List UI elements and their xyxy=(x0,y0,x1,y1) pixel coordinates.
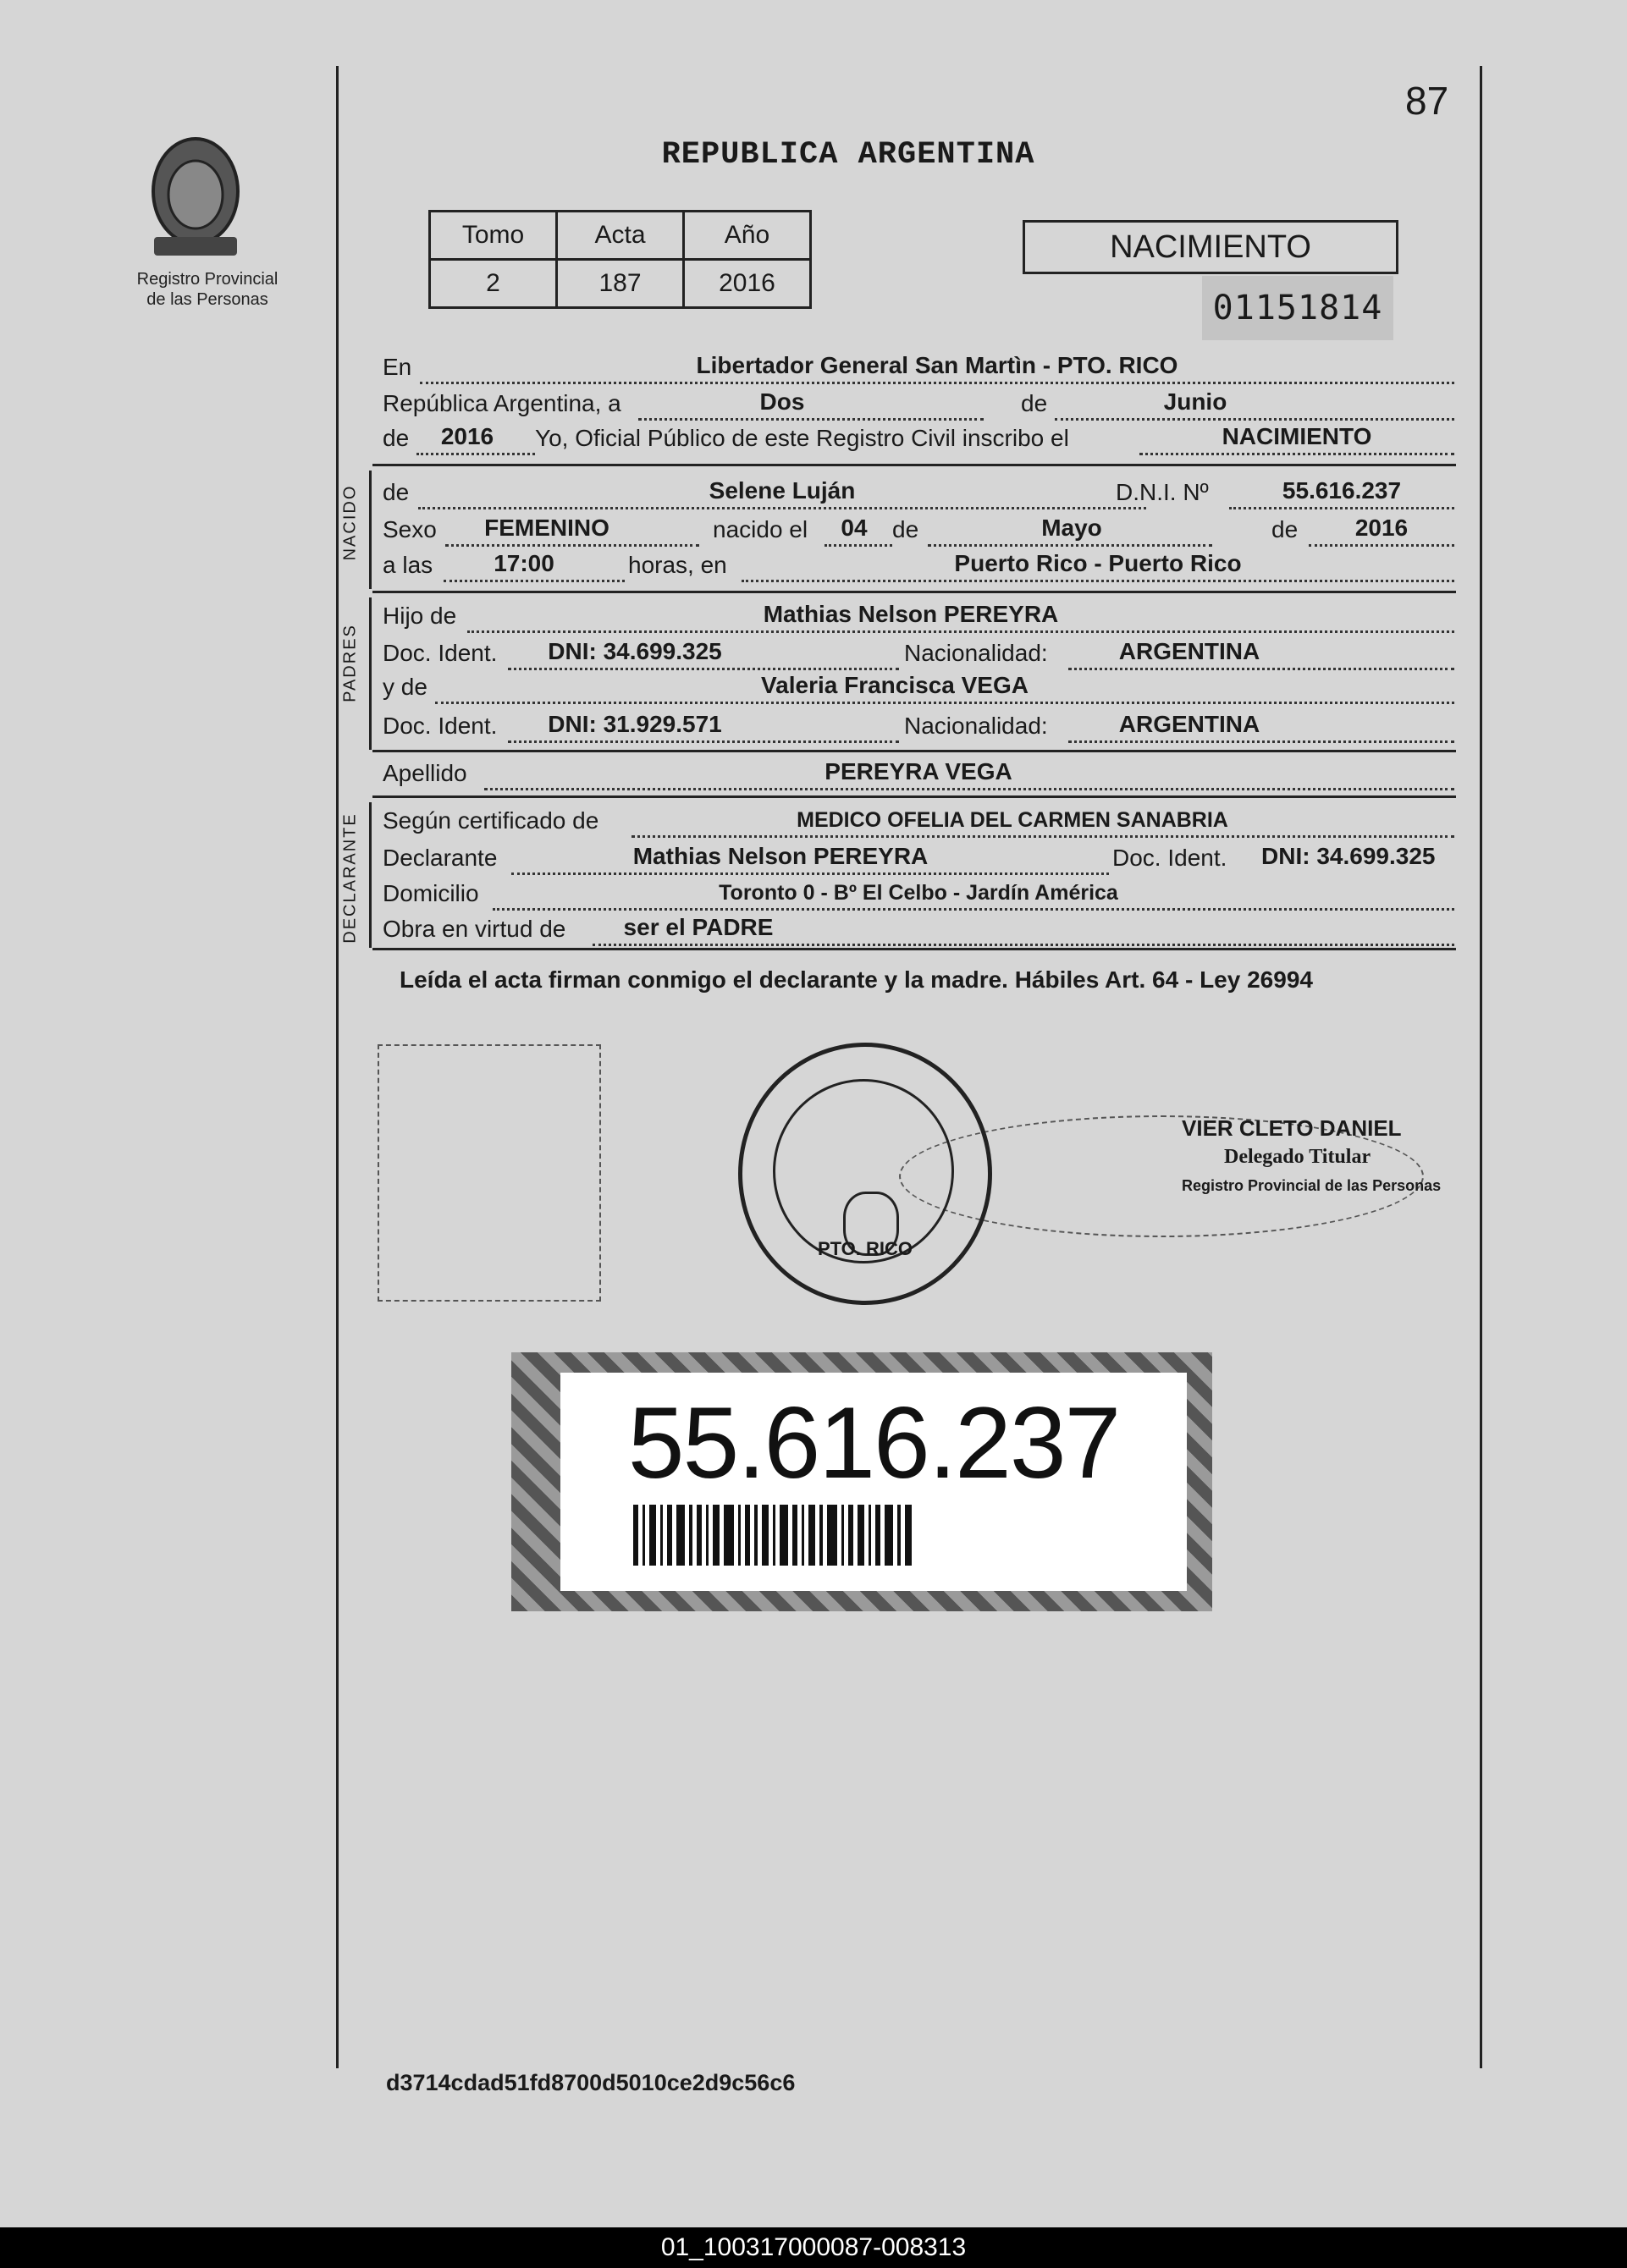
label-en: En xyxy=(383,354,412,380)
row-fecha xyxy=(383,387,1454,421)
value-padre-doc: DNI: 34.699.325 xyxy=(548,638,722,664)
row-en xyxy=(383,350,1454,384)
delegate-office: Registro Provincial de las Personas xyxy=(1182,1177,1442,1194)
barcode-bar xyxy=(649,1505,656,1566)
row-certificado xyxy=(383,804,1454,838)
value-declarante: Mathias Nelson PEREYRA xyxy=(632,843,929,869)
section-label-nacido: NACIDO xyxy=(340,484,360,561)
barcode-bar xyxy=(660,1505,663,1566)
stamp-label: PTO. RICO xyxy=(817,1238,913,1259)
value-madre: Valeria Francisca VEGA xyxy=(761,672,1029,698)
value-padre: Mathias Nelson PEREYRA xyxy=(763,601,1059,627)
barcode-bar xyxy=(676,1505,685,1566)
barcode-bar xyxy=(745,1505,750,1566)
header-tomo: Tomo xyxy=(430,212,557,260)
value-year: 2016 xyxy=(440,423,494,449)
label-madre-doc: Doc. Ident. xyxy=(383,713,498,739)
delegate-name: VIER CLETO DANIEL xyxy=(1182,1115,1402,1141)
delegate-stamp xyxy=(1182,1114,1441,1200)
barcode-bar xyxy=(792,1505,797,1566)
row-declarante xyxy=(383,841,1454,875)
value-madre-nac: ARGENTINA xyxy=(1118,711,1260,737)
row-hora xyxy=(383,548,1454,582)
label-de-month: de xyxy=(1021,390,1048,416)
label-y-de: y de xyxy=(383,674,427,700)
value-padre-nac: ARGENTINA xyxy=(1118,638,1260,664)
page-number: 87 xyxy=(1405,79,1449,123)
barcode-bar xyxy=(802,1505,804,1566)
value-lugar: Puerto Rico - Puerto Rico xyxy=(954,550,1242,576)
stamp-inner-ring xyxy=(773,1079,954,1263)
barcode-bar xyxy=(738,1505,741,1566)
record-table-values xyxy=(430,260,811,308)
header-ano: Año xyxy=(684,212,811,260)
row-domicilio xyxy=(383,877,1454,911)
barcode-bar xyxy=(697,1505,702,1566)
delegate-title: Delegado Titular xyxy=(1224,1146,1371,1168)
section-label-padres: PADRES xyxy=(340,624,360,702)
value-month: Junio xyxy=(1163,388,1227,415)
barcode-number: 55.616.237 xyxy=(627,1386,1120,1500)
label-a-las: a las xyxy=(383,552,433,578)
value-ano: 2016 xyxy=(684,260,811,308)
section-bar-padres xyxy=(369,597,372,750)
row-inscribe xyxy=(383,421,1454,455)
file-id-footer: 01_100317000087-008313 xyxy=(0,2227,1627,2268)
row-madre xyxy=(383,670,1454,704)
barcode-bar xyxy=(808,1505,815,1566)
value-apellido: PEREYRA VEGA xyxy=(825,758,1012,784)
value-en: Libertador General San Martìn - PTO. RICO xyxy=(696,352,1178,378)
label-republica: República Argentina, a xyxy=(383,390,621,416)
closing-statement: Leída el acta firman conmigo el declarante y la madre. Hábiles Art. 64 - Ley 26994 xyxy=(400,966,1313,993)
barcode-bar xyxy=(773,1505,775,1566)
value-nombre: Selene Luján xyxy=(709,477,856,504)
label-declarante: Declarante xyxy=(383,845,498,871)
right-margin-rule xyxy=(1480,66,1482,2068)
label-obra: Obra en virtud de xyxy=(383,916,566,942)
barcode-bar xyxy=(841,1505,844,1566)
value-nac-day: 04 xyxy=(841,515,868,541)
barcode-bar xyxy=(633,1505,638,1566)
record-table-header xyxy=(430,212,811,260)
row-nombre xyxy=(383,476,1454,509)
barcode-sticker xyxy=(511,1352,1212,1611)
row-obra xyxy=(383,912,1454,946)
barcode-bar xyxy=(754,1505,758,1566)
barcode-bar xyxy=(706,1505,709,1566)
section-label-declarante: DECLARANTE xyxy=(340,812,360,944)
value-tomo: 2 xyxy=(430,260,557,308)
label-nac-de2: de xyxy=(1271,516,1299,542)
agency-name: Registro Provincial de las Personas xyxy=(136,270,279,309)
value-certificado: MEDICO OFELIA DEL CARMEN SANABRIA xyxy=(797,808,1228,832)
label-apellido: Apellido xyxy=(383,760,467,786)
label-horas-en: horas, en xyxy=(628,552,727,578)
barcode-bar xyxy=(885,1505,893,1566)
barcode-bar xyxy=(667,1505,672,1566)
declarant-signature xyxy=(378,1044,601,1302)
section-divider-end xyxy=(372,948,1456,950)
header-acta: Acta xyxy=(557,212,684,260)
label-nac-de1: de xyxy=(892,516,919,542)
row-padre-doc xyxy=(383,636,1454,670)
value-nac-month: Mayo xyxy=(1041,515,1102,541)
value-domicilio: Toronto 0 - Bº El Celbo - Jardín América xyxy=(719,881,1118,905)
barcode-bar xyxy=(905,1505,912,1566)
barcode-bar xyxy=(897,1505,901,1566)
value-madre-doc: DNI: 31.929.571 xyxy=(548,711,722,737)
section-divider-nacido xyxy=(372,464,1456,466)
barcode-bar xyxy=(724,1505,734,1566)
row-padre xyxy=(383,599,1454,633)
label-sexo: Sexo xyxy=(383,516,437,542)
label-certificado: Según certificado de xyxy=(383,807,599,834)
label-declarante-doc: Doc. Ident. xyxy=(1112,845,1227,871)
section-divider-declarante xyxy=(372,795,1456,798)
record-table xyxy=(428,210,812,309)
barcode-bar xyxy=(780,1505,788,1566)
label-madre-nac: Nacionalidad: xyxy=(904,713,1048,739)
value-dni: 55.616.237 xyxy=(1282,477,1402,504)
barcode-bar xyxy=(875,1505,880,1566)
barcode-bar xyxy=(643,1505,645,1566)
barcode-bar xyxy=(827,1505,837,1566)
value-hora: 17:00 xyxy=(494,550,554,576)
label-hijo-de: Hijo de xyxy=(383,603,457,629)
barcode-bar xyxy=(848,1505,853,1566)
value-acta: 187 xyxy=(557,260,684,308)
serial-number: 01151814 xyxy=(1202,276,1393,340)
left-margin-rule xyxy=(336,66,339,2068)
barcode-bar xyxy=(689,1505,692,1566)
label-padre-nac: Nacionalidad: xyxy=(904,640,1048,666)
value-inscribe-type: NACIMIENTO xyxy=(1222,423,1372,449)
value-obra: ser el PADRE xyxy=(623,914,774,940)
document-hash: d3714cdad51fd8700d5010ce2d9c56c6 xyxy=(386,2070,796,2095)
value-day: Dos xyxy=(759,388,805,415)
barcode-bars xyxy=(633,1505,1114,1566)
label-de-nombre: de xyxy=(383,479,410,505)
barcode-bar xyxy=(762,1505,769,1566)
barcode-bar xyxy=(819,1505,823,1566)
barcode-label xyxy=(560,1373,1187,1591)
section-bar-declarante xyxy=(369,802,372,948)
record-type-box: NACIMIENTO xyxy=(1023,220,1398,274)
barcode-bar xyxy=(858,1505,864,1566)
barcode-bar xyxy=(869,1505,871,1566)
row-apellido xyxy=(383,757,1454,790)
label-inscribe-text: Yo, Oficial Público de este Registro Civil inscribo el xyxy=(535,425,1069,451)
label-de-year: de xyxy=(383,425,410,451)
row-sexo xyxy=(383,513,1454,547)
section-divider-padres xyxy=(372,591,1456,593)
label-nacido-el: nacido el xyxy=(713,516,808,542)
country-title: REPUBLICA ARGENTINA xyxy=(661,137,1035,173)
official-stamp xyxy=(738,1043,992,1305)
section-bar-nacido xyxy=(369,471,372,589)
value-declarante-doc: DNI: 34.699.325 xyxy=(1261,843,1436,869)
value-nac-year: 2016 xyxy=(1354,515,1409,541)
label-dni: D.N.I. Nº xyxy=(1116,479,1209,505)
value-sexo: FEMENINO xyxy=(484,515,609,541)
label-padre-doc: Doc. Ident. xyxy=(383,640,498,666)
barcode-bar xyxy=(713,1505,720,1566)
label-domicilio: Domicilio xyxy=(383,880,479,906)
section-divider-apellido xyxy=(372,750,1456,752)
row-madre-doc xyxy=(383,709,1454,743)
